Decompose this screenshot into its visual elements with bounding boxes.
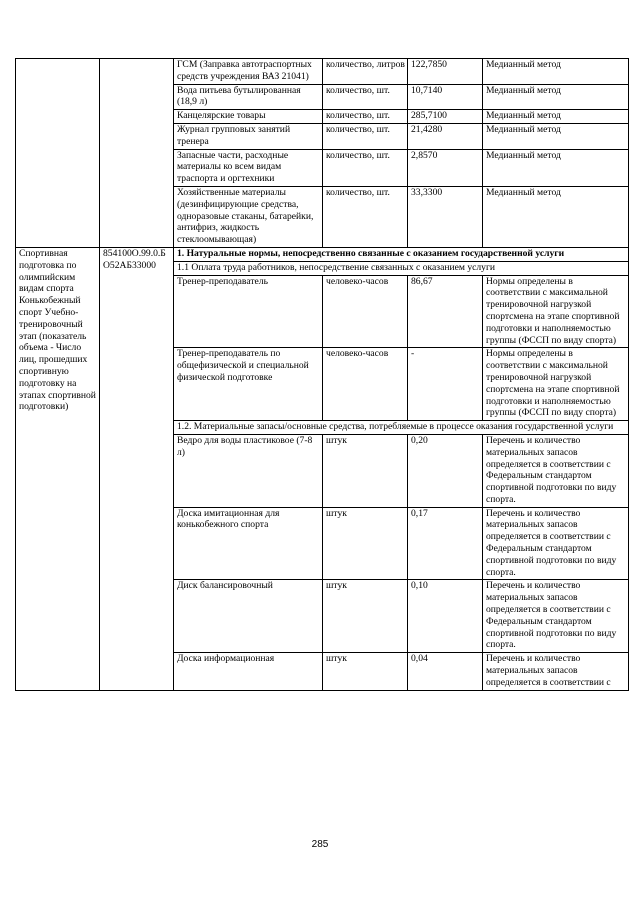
- resource-unit: штук: [323, 507, 408, 580]
- resource-unit: штук: [323, 580, 408, 653]
- resource-name: Хозяйственные материалы (дезинфицирующие средства, одноразовые стаканы, батарейки, антифриз, жидкость стеклоомывающая): [174, 186, 323, 247]
- service-name: Спортивная подготовка по олимпийским видам спорта Конькобежный спорт Учебно-тренировочный этап (показатель объема - Число лиц, прошедших спортивную подготовку на этапах спортивной подготовки): [16, 247, 100, 690]
- resource-method: Перечень и количество материальных запасов определяется в соответствии с Федеральным стандартом спортивной подготовки по виду спорта.: [483, 434, 629, 507]
- empty-code-cell: [100, 59, 174, 248]
- resource-unit: количество, литров: [323, 59, 408, 85]
- resource-method: Медианный метод: [483, 149, 629, 186]
- resource-value: -: [408, 348, 483, 421]
- resource-name: Доска имитационная для конькобежного спорта: [174, 507, 323, 580]
- resource-value: 2,8570: [408, 149, 483, 186]
- section-heading-1: 1. Натуральные нормы, непосредственно связанные с оказанием государственной услуги: [174, 247, 629, 261]
- resource-unit: штук: [323, 653, 408, 690]
- resource-value: 0,17: [408, 507, 483, 580]
- table-row: [16, 59, 629, 85]
- resource-name: Диск балансировочный: [174, 580, 323, 653]
- resource-unit: количество, шт.: [323, 186, 408, 247]
- resource-method: Медианный метод: [483, 84, 629, 110]
- resource-value: 0,10: [408, 580, 483, 653]
- resource-unit: человеко-часов: [323, 348, 408, 421]
- resource-unit: человеко-часов: [323, 275, 408, 348]
- resource-name: Канцелярские товары: [174, 110, 323, 124]
- resource-method: Медианный метод: [483, 59, 629, 85]
- resource-method: Перечень и количество материальных запасов определяется в соответствии с: [483, 653, 629, 690]
- resource-unit: штук: [323, 434, 408, 507]
- resource-unit: количество, шт.: [323, 84, 408, 110]
- resource-value: 33,3300: [408, 186, 483, 247]
- resource-unit: количество, шт.: [323, 110, 408, 124]
- resource-value: 10,7140: [408, 84, 483, 110]
- resource-name: Запасные части, расходные материалы ко всем видам траспорта и оргтехники: [174, 149, 323, 186]
- resource-name: Тренер-преподаватель по общефизической и специальной физической подготовке: [174, 348, 323, 421]
- norms-table: [15, 58, 629, 691]
- section-heading-1-2: 1.2. Материальные запасы/основные средства, потребляемые в процессе оказания государственной услуги: [174, 421, 629, 435]
- page-number: 285: [311, 839, 329, 850]
- resource-method: Медианный метод: [483, 186, 629, 247]
- resource-name: Журнал групповых занятий тренера: [174, 123, 323, 149]
- resource-name: Доска информационная: [174, 653, 323, 690]
- resource-unit: количество, шт.: [323, 123, 408, 149]
- section-heading-1-1: 1.1 Оплата труда работников, непосредствение связанных с оказанием услуги: [174, 261, 629, 275]
- resource-method: Перечень и количество материальных запасов определяется в соответствии с Федеральным стандартом спортивной подготовки по виду спорта.: [483, 507, 629, 580]
- resource-method: Медианный метод: [483, 123, 629, 149]
- resource-value: 0,20: [408, 434, 483, 507]
- resource-name: Вода питьева бутылированная (18,9 л): [174, 84, 323, 110]
- service-code: 854100О.99.0.БО52АБ33000: [100, 247, 174, 690]
- resource-name: ГСМ (Заправка автотраспортных средств учреждения ВАЗ 21041): [174, 59, 323, 85]
- resource-value: 122,7850: [408, 59, 483, 85]
- resource-method: Нормы определены в соответствии с максимальной тренировочной нагрузкой спортсмена на этапе спортивной подготовки и наполняемостью группы (ФССП по виду спорта): [483, 348, 629, 421]
- resource-method: Медианный метод: [483, 110, 629, 124]
- table-row: [16, 247, 629, 261]
- resource-name: Ведро для воды пластиковое (7-8 л): [174, 434, 323, 507]
- resource-unit: количество, шт.: [323, 149, 408, 186]
- resource-value: 21,4280: [408, 123, 483, 149]
- resource-value: 285,7100: [408, 110, 483, 124]
- resource-method: Перечень и количество материальных запасов определяется в соответствии с Федеральным стандартом спортивной подготовки по виду спорта.: [483, 580, 629, 653]
- resource-value: 86,67: [408, 275, 483, 348]
- empty-service-cell: [16, 59, 100, 248]
- resource-value: 0,04: [408, 653, 483, 690]
- resource-method: Нормы определены в соответствии с максимальной тренировочной нагрузкой спортсмена на этапе спортивной подготовки и наполняемостью группы (ФССП по виду спорта): [483, 275, 629, 348]
- resource-name: Тренер-преподаватель: [174, 275, 323, 348]
